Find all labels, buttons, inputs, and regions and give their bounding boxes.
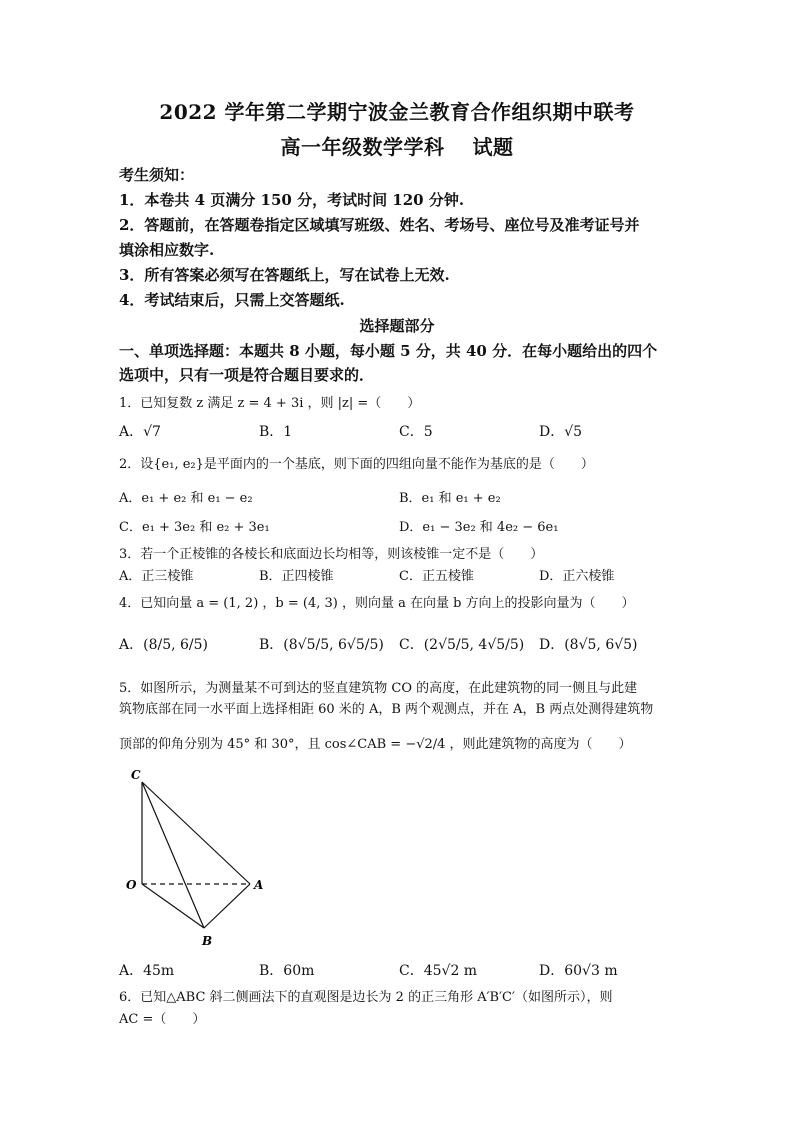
option-c: C．5 [399,424,433,440]
part-heading-cont: 选项中，只有一项是符合题目要求的． [119,366,375,384]
edge-ba [204,884,250,928]
notice-item: 4．考试结束后，只需上交答题纸. [119,291,345,309]
question-stem: 5．如图所示，为测量某不可到达的竖直建筑物 CO 的高度，在此建筑物的同一侧且与此建 [119,681,638,696]
exam-subtitle: 高一年级数学学科 试题 [280,135,514,159]
exam-title: 2022 学年第二学期宁波金兰教育合作组织期中联考 [159,100,635,124]
pyramid-diagram [118,762,278,952]
question-stem: 3．若一个正棱锥的各棱长和底面边长均相等，则该棱锥一定不是（ ） [119,547,544,562]
question-stem: 2．设{e₁, e₂}是平面内的一个基底，则下面的四组向量不能作为基底的是（ ） [119,457,594,472]
option-a: A．e₁ + e₂ 和 e₁ − e₂ [119,491,253,506]
option-a: A．正三棱锥 [119,569,194,584]
option-c: C．(2√5/5, 4√5/5) [399,637,525,653]
option-a: A．(8/5, 6/5) [119,637,208,653]
section-title: 选择题部分 [359,317,435,335]
option-a: A．45m [119,963,175,979]
option-b: B．e₁ 和 e₁ + e₂ [399,491,501,506]
notice-item: 2．答题前，在答题卷指定区域填写班级、姓名、考场号、座位号及准考证号并 [119,216,640,234]
option-c: C．45√2 m [399,963,478,979]
pyramid-figure [118,762,278,952]
notice-item: 1．本卷共 4 页满分 150 分，考试时间 120 分钟. [119,191,465,209]
notice-item: 3．所有答案必须写在答题纸上，写在试卷上无效. [119,266,450,284]
notice-heading: 考生须知： [119,166,195,184]
question-stem-cont: 筑物底部在同一水平面上选择相距 60 米的 A，B 两个观测点，并在 A，B 两点处测得建筑物 [119,702,654,717]
question-stem: 4．已知向量 a = (1, 2) ，b = (4, 3) ，则向量 a 在向量 b 方向上的投影向量为（ ） [119,596,635,611]
question-stem-cont: 顶部的仰角分别为 45° 和 30°，且 cos∠CAB = −√2/4 ，则此建筑物的高度为（ ） [119,737,632,752]
part-heading: 一、单项选择题：本题共 8 小题，每小题 5 分，共 40 分．在每小题给出的四个 [119,342,658,360]
option-c: C．正五棱锥 [399,569,474,584]
label-b: B [202,934,213,948]
option-c: C．e₁ + 3e₂ 和 e₂ + 3e₁ [119,520,270,535]
notice-item: 填涂相应数字. [119,241,215,259]
option-d: D．正六棱锥 [539,569,615,584]
option-d: D．√5 [539,424,583,440]
label-c: C [131,768,141,782]
option-d: D．60√3 m [539,963,618,979]
option-d: D．e₁ − 3e₂ 和 4e₂ − 6e₁ [399,520,559,535]
option-b: B．正四棱锥 [259,569,334,584]
label-o: O [126,878,137,892]
option-b: B．1 [259,424,293,440]
question-stem: 6．已知△ABC 斜二侧画法下的直观图是边长为 2 的正三角形 A′B′C′（如图所示），则 [119,990,613,1005]
option-d: D．(8√5, 6√5) [539,637,638,653]
option-b: B．(8√5/5, 6√5/5) [259,637,384,653]
label-a: A [254,878,264,892]
edge-ca [142,782,250,884]
option-a: A．√7 [119,424,161,440]
question-stem-cont: AC =（ ） [119,1012,206,1027]
question-stem: 1．已知复数 z 满足 z = 4 + 3i ，则 |z| =（ ） [119,396,421,411]
option-b: B．60m [259,963,315,979]
